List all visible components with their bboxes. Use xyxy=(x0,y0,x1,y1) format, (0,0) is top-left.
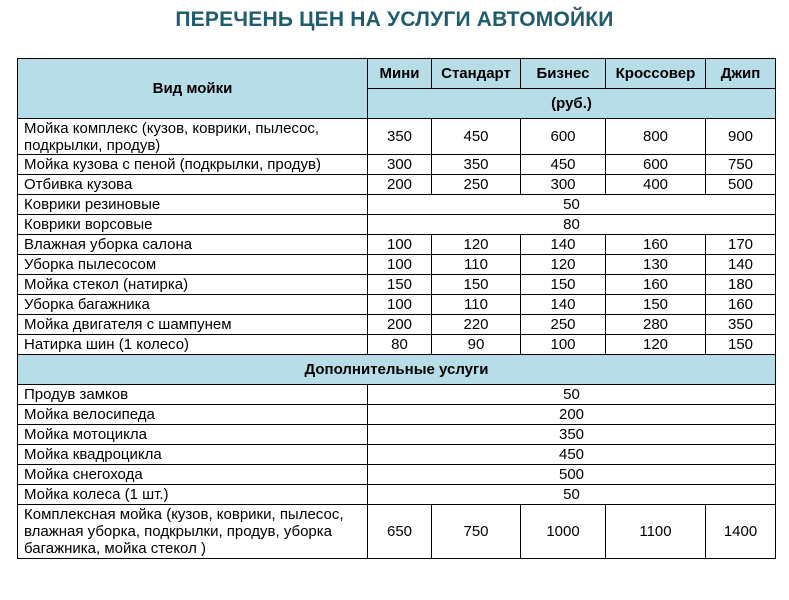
currency-unit-label: (руб.) xyxy=(368,89,776,119)
table-row xyxy=(18,155,776,175)
table-row xyxy=(18,425,776,445)
table-row xyxy=(18,445,776,465)
table-row xyxy=(18,175,776,195)
service-name-cell: Комплексная мойка (кузов, коврики, пылесос, влажная уборка, подкрылки, продув, уборка багажника, мойка стекол ) xyxy=(18,505,368,559)
price-cell: 160 xyxy=(606,235,706,255)
table-row xyxy=(18,235,776,255)
service-name-cell: Мойка кузова с пеной (подкрылки, продув) xyxy=(18,155,368,175)
price-cell: 350 xyxy=(706,315,776,335)
service-name-cell: Мойка стекол (натирка) xyxy=(18,275,368,295)
service-name-cell: Продув замков xyxy=(18,385,368,405)
price-cell: 200 xyxy=(368,315,432,335)
price-cell: 1400 xyxy=(706,505,776,559)
price-cell: 170 xyxy=(706,235,776,255)
price-cell: 150 xyxy=(606,295,706,315)
price-cell: 140 xyxy=(521,295,606,315)
price-cell: 450 xyxy=(521,155,606,175)
price-cell: 100 xyxy=(521,335,606,355)
price-cell: 150 xyxy=(368,275,432,295)
price-cell: 1000 xyxy=(521,505,606,559)
price-cell: 350 xyxy=(432,155,521,175)
price-cell: 140 xyxy=(521,235,606,255)
price-cell: 180 xyxy=(706,275,776,295)
price-cell: 90 xyxy=(432,335,521,355)
service-name-cell: Мойка снегохода xyxy=(18,465,368,485)
price-cell: 900 xyxy=(706,119,776,155)
price-cell: 120 xyxy=(432,235,521,255)
service-name-cell: Уборка пылесосом xyxy=(18,255,368,275)
table-row xyxy=(18,119,776,155)
price-cell: 400 xyxy=(606,175,706,195)
flat-price-cell: 80 xyxy=(368,215,776,235)
price-cell: 600 xyxy=(606,155,706,175)
price-cell: 600 xyxy=(521,119,606,155)
column-header-standard: Стандарт xyxy=(432,59,521,89)
table-row xyxy=(18,315,776,335)
service-name-cell: Мойка квадроцикла xyxy=(18,445,368,465)
price-cell: 200 xyxy=(368,175,432,195)
extra-services-heading: Дополнительные услуги xyxy=(18,355,776,385)
price-cell: 110 xyxy=(432,295,521,315)
table-row xyxy=(18,405,776,425)
price-cell: 150 xyxy=(432,275,521,295)
price-cell: 750 xyxy=(706,155,776,175)
price-cell: 120 xyxy=(606,335,706,355)
price-cell: 300 xyxy=(521,175,606,195)
price-cell: 100 xyxy=(368,255,432,275)
service-name-cell: Мойка мотоцикла xyxy=(18,425,368,445)
price-cell: 450 xyxy=(432,119,521,155)
page-title: ПЕРЕЧЕНЬ ЦЕН НА УСЛУГИ АВТОМОЙКИ xyxy=(175,8,614,31)
price-cell: 160 xyxy=(706,295,776,315)
column-header-jeep: Джип xyxy=(706,59,776,89)
price-cell: 350 xyxy=(368,119,432,155)
service-name-cell: Мойка велосипеда xyxy=(18,405,368,425)
price-table xyxy=(17,58,776,559)
flat-price-cell: 500 xyxy=(368,465,776,485)
flat-price-cell: 50 xyxy=(368,385,776,405)
price-cell: 300 xyxy=(368,155,432,175)
price-cell: 80 xyxy=(368,335,432,355)
flat-price-cell: 350 xyxy=(368,425,776,445)
price-cell: 160 xyxy=(606,275,706,295)
table-header-row xyxy=(18,59,776,89)
table-row xyxy=(18,295,776,315)
price-cell: 120 xyxy=(521,255,606,275)
price-cell: 250 xyxy=(521,315,606,335)
price-cell: 750 xyxy=(432,505,521,559)
service-name-cell: Уборка багажника xyxy=(18,295,368,315)
table-row xyxy=(18,255,776,275)
section-header-row xyxy=(18,355,776,385)
price-cell: 100 xyxy=(368,235,432,255)
price-cell: 500 xyxy=(706,175,776,195)
price-cell: 150 xyxy=(706,335,776,355)
service-name-cell: Мойка комплекс (кузов, коврики, пылесос, подкрылки, продув) xyxy=(18,119,368,155)
column-header-service-type: Вид мойки xyxy=(18,59,368,119)
table-row xyxy=(18,215,776,235)
column-header-mini: Мини xyxy=(368,59,432,89)
price-cell: 250 xyxy=(432,175,521,195)
table-row xyxy=(18,505,776,559)
price-cell: 650 xyxy=(368,505,432,559)
service-name-cell: Мойка двигателя с шампунем xyxy=(18,315,368,335)
column-header-crossover: Кроссовер xyxy=(606,59,706,89)
column-header-business: Бизнес xyxy=(521,59,606,89)
price-cell: 220 xyxy=(432,315,521,335)
price-cell: 110 xyxy=(432,255,521,275)
table-row xyxy=(18,195,776,215)
flat-price-cell: 450 xyxy=(368,445,776,465)
price-cell: 140 xyxy=(706,255,776,275)
price-cell: 130 xyxy=(606,255,706,275)
service-name-cell: Отбивка кузова xyxy=(18,175,368,195)
service-name-cell: Коврики резиновые xyxy=(18,195,368,215)
table-row xyxy=(18,485,776,505)
flat-price-cell: 200 xyxy=(368,405,776,425)
price-cell: 100 xyxy=(368,295,432,315)
price-cell: 150 xyxy=(521,275,606,295)
table-row xyxy=(18,465,776,485)
table-row xyxy=(18,335,776,355)
price-cell: 800 xyxy=(606,119,706,155)
price-cell: 1100 xyxy=(606,505,706,559)
service-name-cell: Мойка колеса (1 шт.) xyxy=(18,485,368,505)
table-row xyxy=(18,385,776,405)
price-cell: 280 xyxy=(606,315,706,335)
service-name-cell: Коврики ворсовые xyxy=(18,215,368,235)
flat-price-cell: 50 xyxy=(368,195,776,215)
table-row xyxy=(18,275,776,295)
flat-price-cell: 50 xyxy=(368,485,776,505)
service-name-cell: Влажная уборка салона xyxy=(18,235,368,255)
service-name-cell: Натирка шин (1 колесо) xyxy=(18,335,368,355)
